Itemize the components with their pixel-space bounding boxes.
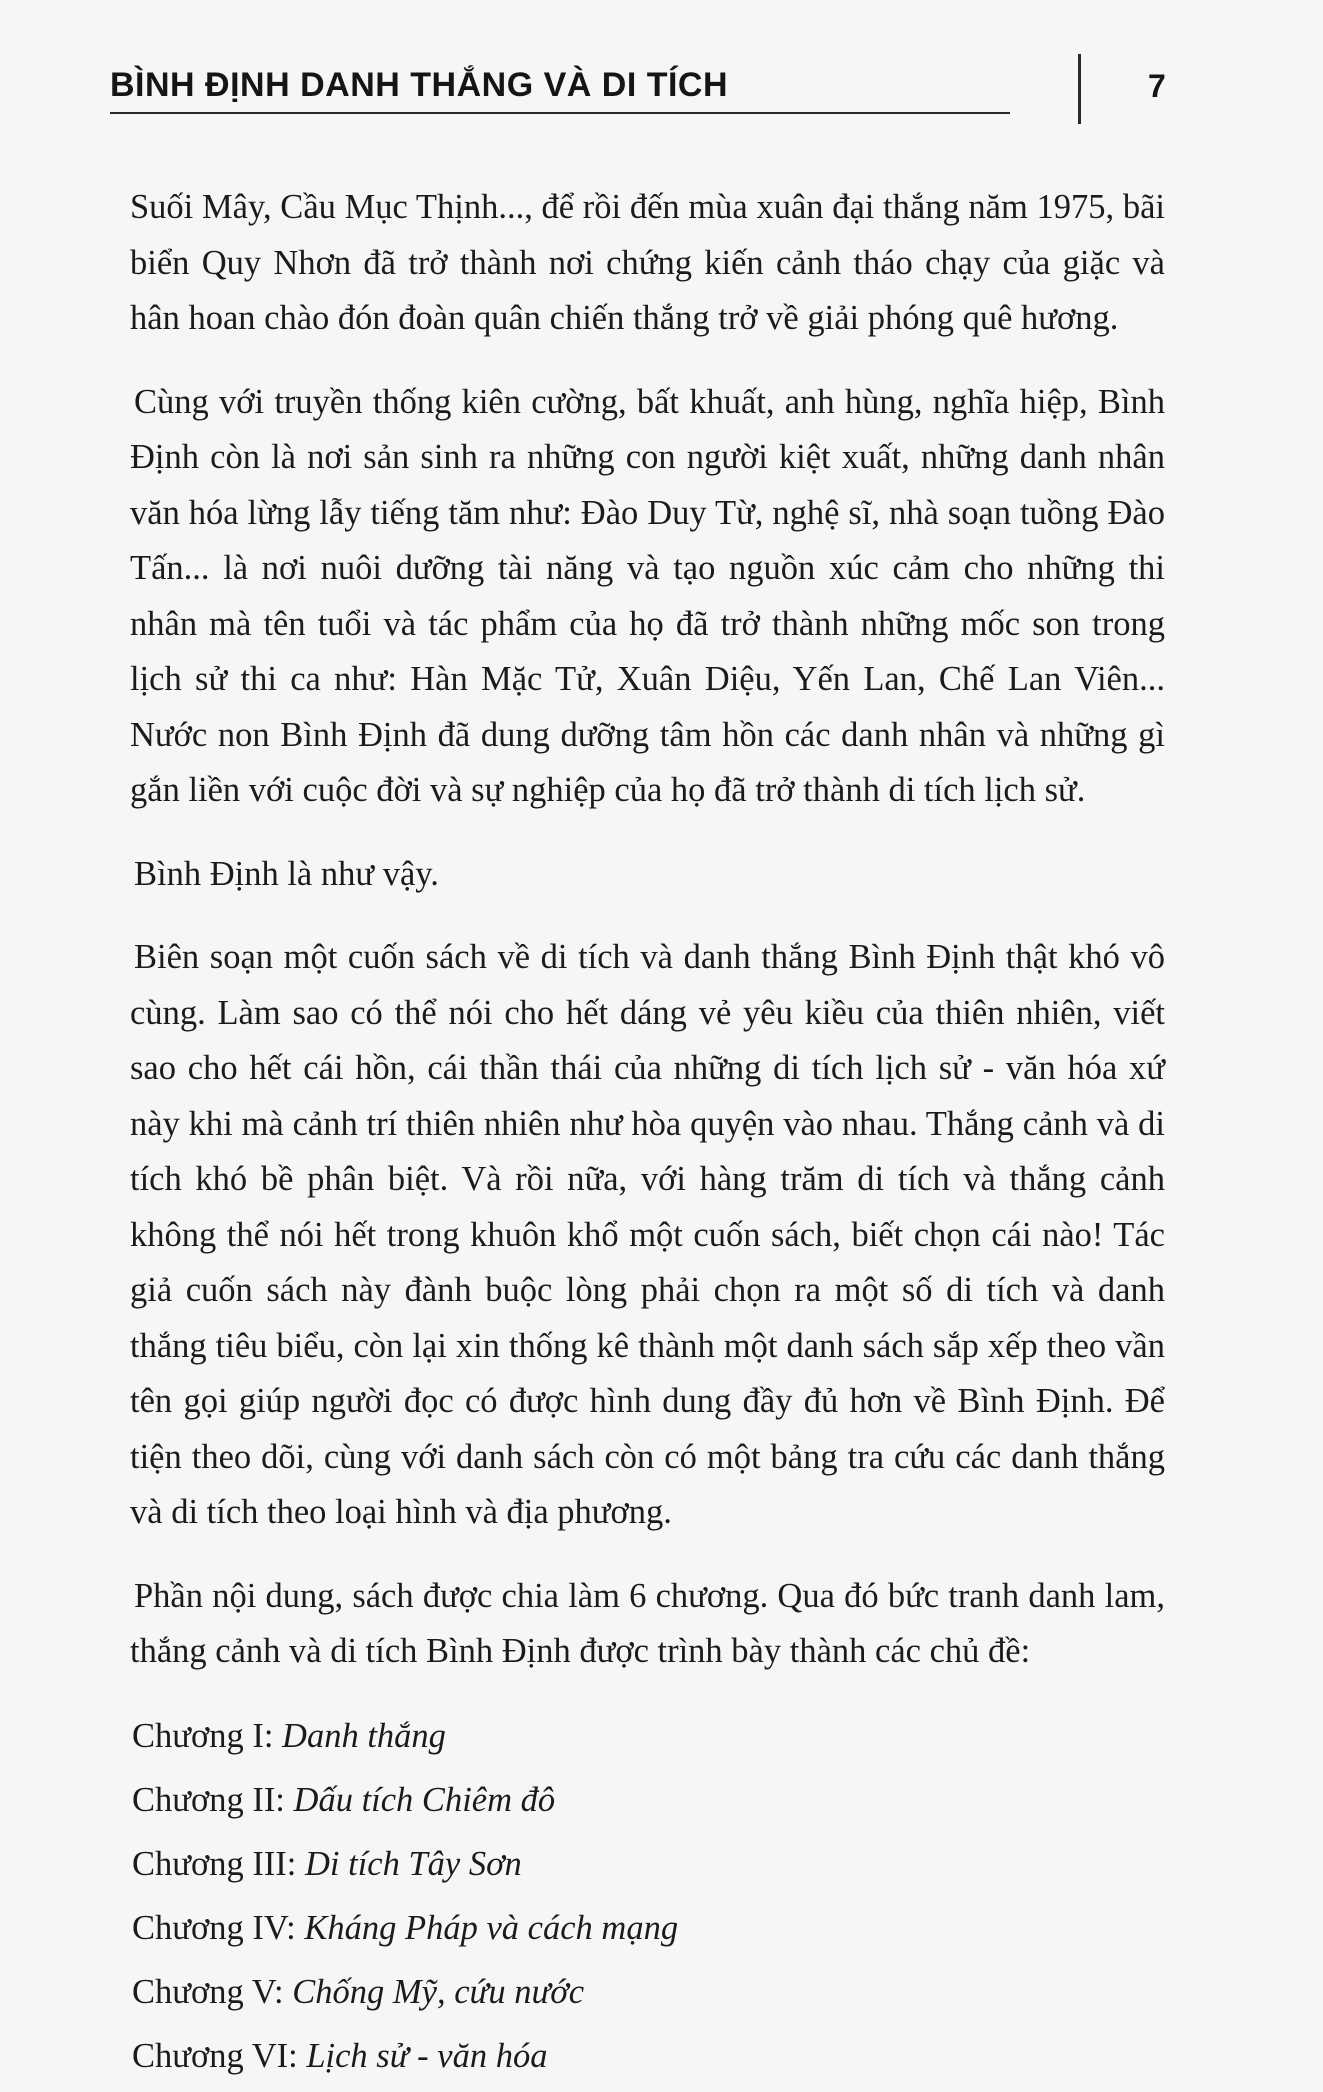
chapter-title: Di tích Tây Sơn — [305, 1844, 522, 1883]
header-vertical-divider — [1078, 54, 1081, 124]
chapter-item — [130, 1964, 1165, 2020]
chapter-label: Chương IV: — [132, 1908, 296, 1947]
paragraph-3: Bình Định là như vậy. — [134, 854, 439, 893]
chapter-item — [130, 2028, 1165, 2084]
chapter-title: Lịch sử - văn hóa — [306, 2036, 548, 2075]
chapter-title: Kháng Pháp và cách mạng — [304, 1908, 679, 1947]
chapter-title: Dấu tích Chiêm đô — [293, 1780, 556, 1819]
running-title: BÌNH ĐỊNH DANH THẮNG VÀ DI TÍCH — [110, 66, 729, 104]
chapter-list — [130, 1708, 1165, 2084]
chapter-label: Chương V: — [132, 1972, 284, 2011]
chapter-label: Chương I: — [132, 1716, 274, 1755]
chapter-item — [130, 1900, 1165, 1956]
paragraph-4: Biên soạn một cuốn sách về di tích và danh thắng Bình Định thật khó vô cùng. Làm sao có thể nói cho hết dáng vẻ yêu kiều của thiên nhiên, viết sao cho hết cái hồn, cái thần thái của những di tích lịch sử - văn hóa xứ này khi mà cảnh trí thiên nhiên như hòa quyện vào nhau. Thắng cảnh và di tích khó bề phân biệt. Và rồi nữa, với hàng trăm di tích và thắng cảnh không thể nói hết trong khuôn khổ một cuốn sách, biết chọn cái nào! Tác giả cuốn sách này đành buộc lòng phải chọn ra một số di tích và danh thắng tiêu biểu, còn lại xin thống kê thành một danh sách sắp xếp theo vần tên gọi giúp người đọc có được hình dung đầy đủ hơn về Bình Định. Để tiện theo dõi, cùng với danh sách còn có một bảng tra cứu các danh thắng và di tích theo loại hình và địa phương. — [130, 938, 1165, 1531]
page-header — [110, 64, 1166, 124]
chapter-label: Chương VI: — [132, 2036, 298, 2075]
paragraph-5: Phần nội dung, sách được chia làm 6 chương. Qua đó bức tranh danh lam, thắng cảnh và di tích Bình Định được trình bày thành các chủ đề: — [130, 1576, 1165, 1670]
chapter-label: Chương III: — [132, 1844, 297, 1883]
chapter-item — [130, 1772, 1165, 1828]
chapter-title: Danh thắng — [282, 1716, 446, 1755]
chapter-item — [130, 1836, 1165, 1892]
paragraph-1: Suối Mây, Cầu Mục Thịnh..., để rồi đến mùa xuân đại thắng năm 1975, bãi biển Quy Nhơn đã trở thành nơi chứng kiến cảnh tháo chạy của giặc và hân hoan chào đón đoàn quân chiến thắng trở về giải phóng quê hương. — [130, 188, 1165, 337]
body-text — [130, 180, 1165, 2092]
chapter-label: Chương II: — [132, 1780, 285, 1819]
chapter-item — [130, 1708, 1165, 1764]
header-underline — [110, 112, 1010, 114]
page-number: 7 — [1148, 68, 1166, 104]
chapter-title: Chống Mỹ, cứu nước — [292, 1972, 585, 2011]
paragraph-2: Cùng với truyền thống kiên cường, bất khuất, anh hùng, nghĩa hiệp, Bình Định còn là nơi sản sinh ra những con người kiệt xuất, những danh nhân văn hóa lừng lẫy tiếng tăm như: Đào Duy Từ, nghệ sĩ, nhà soạn tuồng Đào Tấn... là nơi nuôi dưỡng tài năng và tạo nguồn xúc cảm cho những thi nhân mà tên tuổi và tác phẩm của họ đã trở thành những mốc son trong lịch sử thi ca như: Hàn Mặc Tử, Xuân Diệu, Yến Lan, Chế Lan Viên... Nước non Bình Định đã dung dưỡng tâm hồn các danh nhân và những gì gắn liền với cuộc đời và sự nghiệp của họ đã trở thành di tích lịch sử. — [130, 382, 1165, 809]
